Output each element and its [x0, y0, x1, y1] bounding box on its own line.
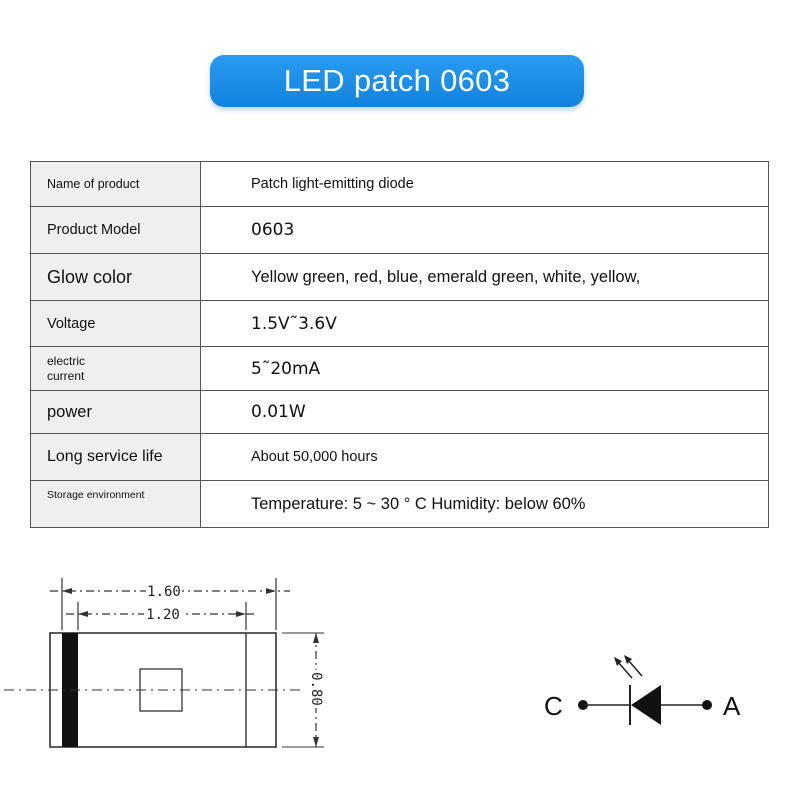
- spec-table: [30, 161, 769, 528]
- table-row: [31, 434, 769, 481]
- arrow-head: [236, 611, 246, 617]
- spec-label: Name of product: [31, 162, 201, 207]
- spec-label: Long service life: [31, 434, 201, 481]
- spec-label-line: electric: [47, 353, 86, 368]
- table-row: [31, 347, 769, 391]
- arrow-head: [78, 611, 88, 617]
- overall-length-label: 1.60: [147, 584, 181, 600]
- light-emission-icon: [614, 655, 642, 678]
- spec-label-line: current: [47, 368, 85, 383]
- diode-triangle: [631, 685, 661, 725]
- spec-value: 5˜20mA: [201, 347, 769, 391]
- led-symbol: [530, 640, 760, 750]
- spec-label: Storage environment: [31, 481, 201, 528]
- page-title: LED patch 0603: [283, 63, 511, 98]
- table-row: [31, 301, 769, 347]
- spec-label: Glow color: [31, 254, 201, 301]
- arrow-head: [62, 588, 72, 594]
- table-row: [31, 207, 769, 254]
- spec-value: Yellow green, red, blue, emerald green, white, yellow,: [201, 254, 769, 301]
- cathode-label: C: [544, 691, 563, 721]
- table-row: [31, 254, 769, 301]
- spec-value: 0.01W: [201, 391, 769, 434]
- title-banner: [210, 55, 584, 107]
- table-row: [31, 162, 769, 207]
- dimension-drawing: [0, 560, 360, 780]
- inner-length-label: 1.20: [146, 607, 180, 623]
- table-row: [31, 481, 769, 528]
- arrow-head: [313, 737, 319, 747]
- spec-value: Patch light-emitting diode: [201, 162, 769, 207]
- anode-terminal: [702, 700, 712, 710]
- anode-label: A: [723, 691, 741, 721]
- arrow-head: [313, 633, 319, 643]
- spec-value: 0603: [201, 207, 769, 254]
- spec-label: Product Model: [31, 207, 201, 254]
- height-label: 0.80: [308, 672, 324, 706]
- arrow-head: [266, 588, 276, 594]
- spec-value: About 50,000 hours: [201, 434, 769, 481]
- spec-value: 1.5V˜3.6V: [201, 301, 769, 347]
- spec-label: power: [31, 391, 201, 434]
- table-row: [31, 391, 769, 434]
- spec-value: Temperature: 5 ~ 30 ° C Humidity: below 60%: [201, 481, 769, 528]
- spec-label: Voltage: [31, 301, 201, 347]
- spec-label: [31, 347, 201, 391]
